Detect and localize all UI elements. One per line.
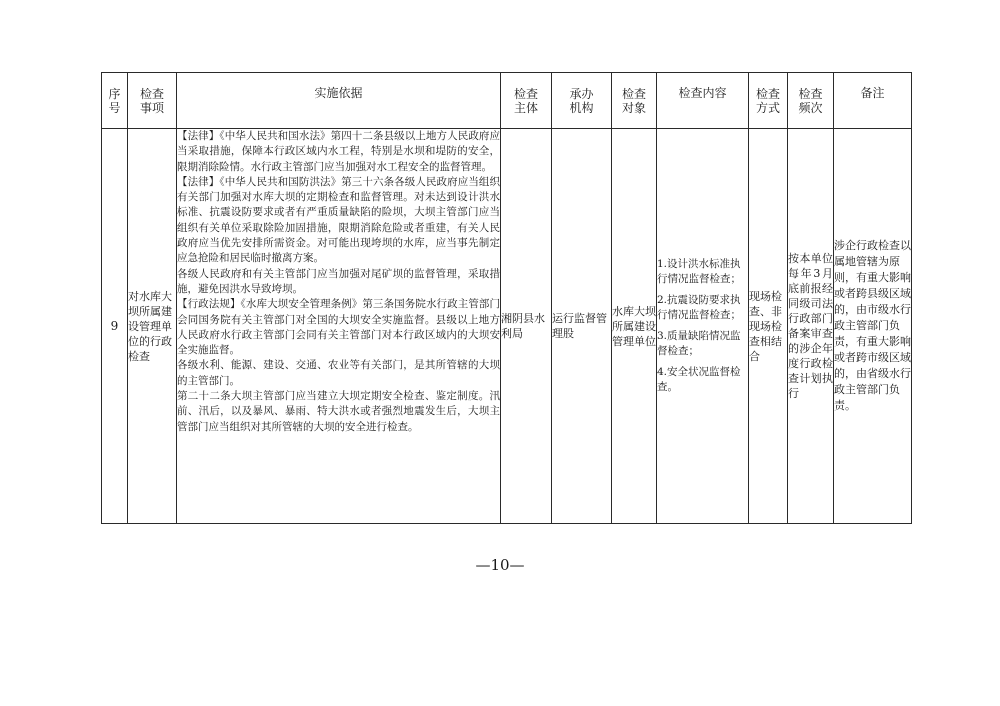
row-freq: 按本单位每年3月底前报经同级司法行政部门备案审查的涉企年度行政检查计划执行 xyxy=(788,129,834,524)
row-method: 现场检查、非现场检查相结合 xyxy=(749,129,788,524)
row-seq: 9 xyxy=(102,129,128,524)
header-freq: 检查 频次 xyxy=(788,73,834,129)
row-content xyxy=(657,129,749,524)
basis-paragraph: 【法律】《中华人民共和国防洪法》第三十六条各级人民政府应当组织有关部门加强对水库大坝的定期检查和监督管理。对未达到设计洪水标准、抗震设防要求或者有严重质量缺陷的险坝，大坝主管部门应当组织有关单位采取除险加固措施，限期消除危险或者重建，有关人民政府应当优先安排所需资金。对可能出现垮坝的水库，应当事先制定应急抢险和居民临时撤离方案。 xyxy=(177,175,500,265)
content-item: 1.设计洪水标准执行情况监督检查； xyxy=(657,258,741,285)
basis-paragraph: 各级人民政府和有关主管部门应当加强对尾矿坝的监督管理，采取措施，避免因洪水导致垮坝。 xyxy=(177,267,500,295)
header-content: 检查内容 xyxy=(657,73,749,129)
header-method: 检查 方式 xyxy=(749,73,788,129)
row-subject: 湘阴县水利局 xyxy=(501,129,552,524)
row-item: 对水库大坝所属建设管理单位的行政检查 xyxy=(128,129,177,524)
basis-paragraph: 第二十二条大坝主管部门应当建立大坝定期安全检查、鉴定制度。汛前、汛后，以及暴风、暴雨、特大洪水或者强烈地震发生后，大坝主管部门应当组织对其所管辖的大坝的安全进行检查。 xyxy=(177,390,500,433)
header-basis: 实施依据 xyxy=(177,73,501,129)
header-remarks: 备注 xyxy=(834,73,912,129)
table-row xyxy=(102,129,912,524)
header-seq: 序 号 xyxy=(102,73,128,129)
page-number: —10— xyxy=(475,556,525,574)
basis-paragraph: 各级水利、能源、建设、交通、农业等有关部门，是其所管辖的大坝的主管部门。 xyxy=(177,359,500,387)
row-remarks: 涉企行政检查以属地管辖为原则，有重大影响或者跨县级区域的，由市级水行政主管部门负责，有重大影响或者跨市级区域的，由省级水行政主管部门负责。 xyxy=(834,129,912,524)
content-item: 4.安全状况监督检查。 xyxy=(657,366,741,393)
row-agency: 运行监督管理股 xyxy=(552,129,612,524)
row-object: 水库大坝所属建设管理单位 xyxy=(612,129,657,524)
content-item: 3.质量缺陷情况监督检查； xyxy=(657,330,741,357)
header-row xyxy=(102,73,912,129)
header-subject: 检查 主体 xyxy=(501,73,552,129)
inspection-table xyxy=(101,72,912,524)
header-item: 检查 事项 xyxy=(128,73,177,129)
basis-paragraph: 【法律】《中华人民共和国水法》第四十二条县级以上地方人民政府应当采取措施，保障本行政区域内水工程，特别是水坝和堤防的安全，限期消除险情。水行政主管部门应当加强对水工程安全的监督管理。 xyxy=(177,130,500,173)
row-basis xyxy=(177,129,501,524)
header-agency: 承办 机构 xyxy=(552,73,612,129)
header-object: 检查 对象 xyxy=(612,73,657,129)
content-item: 2.抗震设防要求执行情况监督检查； xyxy=(657,294,741,321)
basis-paragraph: 【行政法规】《水库大坝安全管理条例》第三条国务院水行政主管部门会同国务院有关主管部门对全国的大坝安全实施监督。县级以上地方人民政府水行政主管部门会同有关主管部门对本行政区域内的大坝安全实施监督。 xyxy=(177,298,500,357)
